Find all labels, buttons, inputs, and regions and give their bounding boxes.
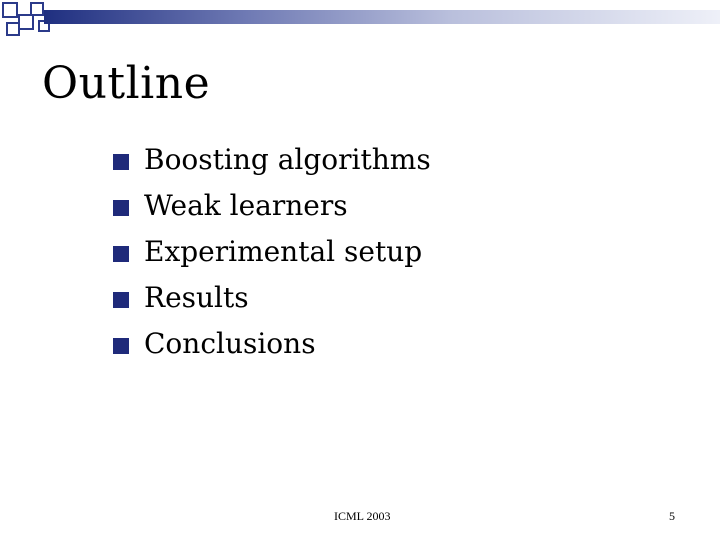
- bullet-text: Results: [144, 281, 249, 314]
- deco-square-3: [30, 2, 44, 16]
- square-bullet-icon: [113, 338, 129, 354]
- square-bullet-icon: [113, 246, 129, 262]
- bullet-text: Weak learners: [144, 189, 348, 222]
- bullet-text: Boosting algorithms: [144, 143, 431, 176]
- header-decoration: [0, 0, 720, 50]
- square-bullet-icon: [113, 292, 129, 308]
- footer-conference: ICML 2003: [334, 509, 391, 523]
- deco-square-1: [2, 2, 18, 18]
- square-bullet-icon: [113, 154, 129, 170]
- bullet-text: Conclusions: [144, 327, 316, 360]
- footer-page-number: 5: [669, 509, 675, 523]
- bullet-text: Experimental setup: [144, 235, 423, 268]
- slide-title: Outline: [42, 58, 211, 109]
- header-gradient-bar: [44, 10, 720, 24]
- square-bullet-icon: [113, 200, 129, 216]
- deco-square-4: [6, 22, 20, 36]
- deco-square-2: [18, 14, 34, 30]
